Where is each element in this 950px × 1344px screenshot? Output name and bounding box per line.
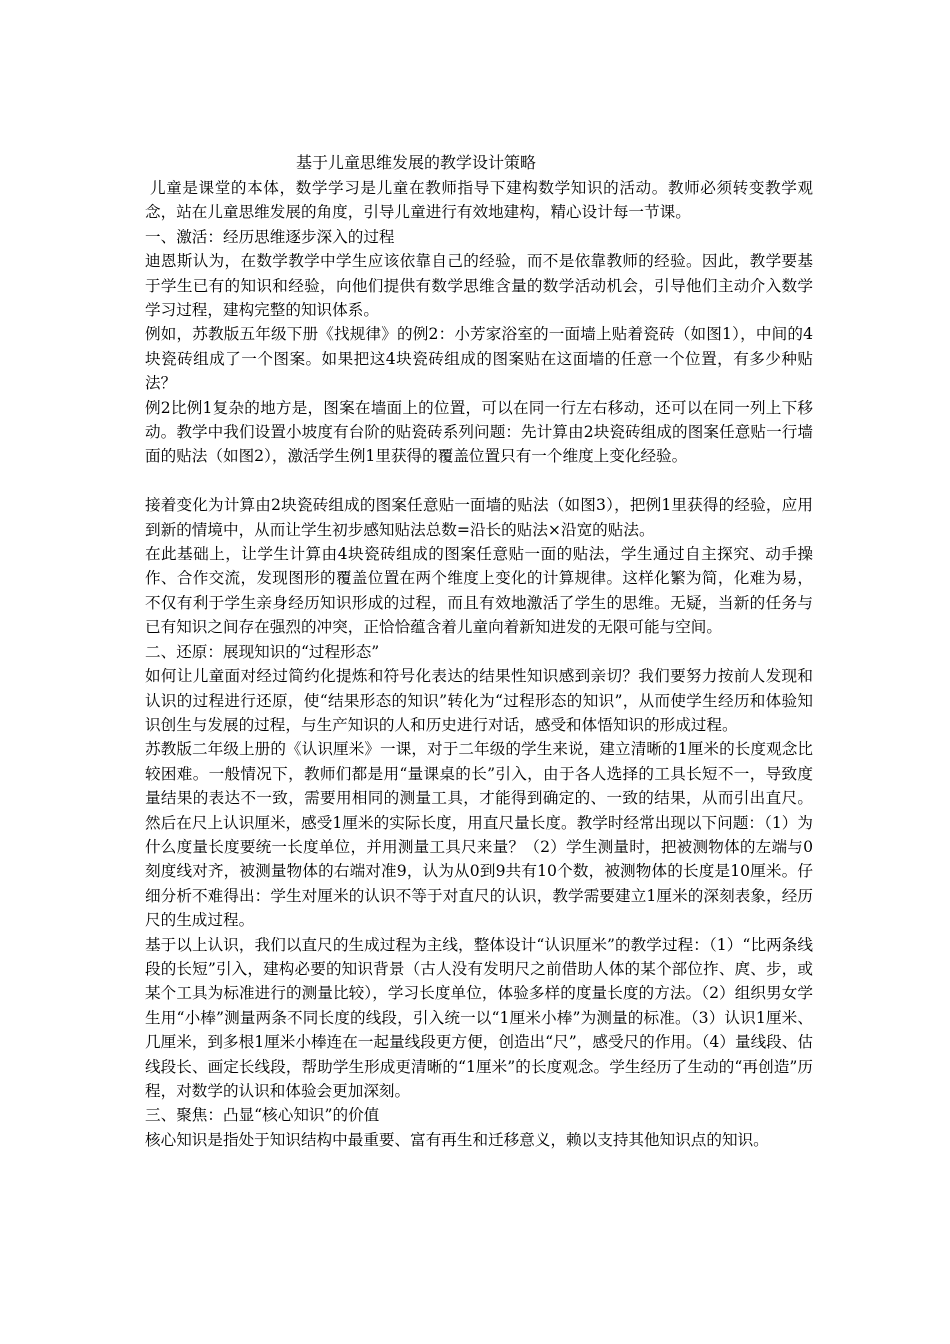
section-heading-3: 三、聚焦：凸显“核心知识”的价值 bbox=[145, 1106, 380, 1125]
body-paragraph: 例2比例1复杂的地方是，图案在墙面上的位置，可以在同一行左右移动，还可以在同一列上下移动。教学中我们设置小坡度有台阶的贴瓷砖系列问题：先计算由2块瓷砖组成的图案任意贴一行墙面的贴法（如图2），激活学生例1里获得的覆盖位置只有一个维度上变化经验。 bbox=[145, 398, 813, 466]
body-paragraph: 在此基础上，让学生计算由4块瓷砖组成的图案任意贴一面的贴法，学生通过自主探究、动手操作、合作交流，发现图形的覆盖位置在两个维度上变化的计算规律。这样化繁为简，化难为易，不仅有利于学生亲身经历知识形成的过程，而且有效地激活了学生的思维。无疑，当新的任务与已有知识之间存在强烈的冲突，正恰恰蕴含着儿童向着新知进发的无限可能与空间。 bbox=[145, 545, 813, 637]
body-paragraph: 接着变化为计算由2块瓷砖组成的图案任意贴一面墙的贴法（如图3），把例1里获得的经验，应用到新的情境中，从而让学生初步感知贴法总数=沿长的贴法×沿宽的贴法。 bbox=[145, 496, 813, 539]
body-paragraph: 基于以上认识，我们以直尺的生成过程为主线，整体设计“认识厘米”的教学过程：（1）“比两条线段的长短”引入，建构必要的知识背景（古人没有发明尺之前借助人体的某个部位拃、庹、步，或某个工具为标准进行的测量比较），学习长度单位，体验多样的度量长度的方法。（2）组织男女学生用“小棒”测量两条不同长度的线段，引入统一以“1厘米小棒”为测量的标准。（3）认识1厘米、几厘米，到多根1厘米小棒连在一起量线段更方便，创造出“尺”，感受尺的作用。（4）量线段、估线段长、画定长线段，帮助学生形成更清晰的“1厘米”的长度观念。学生经历了生动的“再创造”历程，对数学的认识和体验会更加深刻。 bbox=[145, 935, 813, 1101]
document-title: 基于儿童思维发展的教学设计策略 bbox=[296, 153, 537, 172]
body-paragraph: 核心知识是指处于知识结构中最重要、富有再生和迁移意义，赖以支持其他知识点的知识。 bbox=[145, 1130, 769, 1149]
section-heading-2: 二、还原：展现知识的“过程形态” bbox=[145, 642, 380, 661]
intro-paragraph: 儿童是课堂的本体，数学学习是儿童在教师指导下建构数学知识的活动。教师必须转变教学观念，站在儿童思维发展的角度，引导儿童进行有效地建构，精心设计每一节课。 bbox=[145, 179, 813, 222]
body-paragraph: 例如，苏教版五年级下册《找规律》的例2：小芳家浴室的一面墙上贴着瓷砖（如图1），中间的4块瓷砖组成了一个图案。如果把这4块瓷砖组成的图案贴在这面墙的任意一个位置，有多少种贴法？ bbox=[145, 325, 813, 393]
body-paragraph: 如何让儿童面对经过简约化提炼和符号化表达的结果性知识感到亲切？我们要努力按前人发现和认识的过程进行还原，使“结果形态的知识”转化为“过程形态的知识”，从而使学生经历和体验知识创生与发展的过程，与生产知识的人和历史进行对话，感受和体悟知识的形成过程。 bbox=[145, 667, 813, 734]
blank-line bbox=[145, 469, 813, 493]
body-paragraph: 迪恩斯认为，在数学教学中学生应该依靠自己的经验，而不是依靠教师的经验。因此，教学要基于学生已有的知识和经验，向他们提供有数学思维含量的数学活动机会，引导他们主动介入数学学习过程，建构完整的知识体系。 bbox=[145, 252, 813, 320]
body-paragraph: 苏教版二年级上册的《认识厘米》一课，对于二年级的学生来说，建立清晰的1厘米的长度观念比较困难。一般情况下，教师们都是用“量课桌的长”引入，由于各人选择的工具长短不一，导致度量结果的表达不一致，需要用相同的测量工具，才能得到确定的、一致的结果，从而引出直尺。然后在尺上认识厘米，感受1厘米的实际长度，用直尺量长度。教学时经常出现以下问题：（1）为什么度量长度要统一长度单位，并用测量工具尺来量？（2）学生测量时，把被测物体的左端与0刻度线对齐，被测量物体的右端对准9，认为从0到9共有10个数，被测物体的长度是10厘米。仔细分析不难得出：学生对厘米的认识不等于对直尺的认识，教学需要建立1厘米的深刻表象，经历尺的生成过程。 bbox=[145, 740, 813, 930]
document-body bbox=[145, 176, 813, 1152]
section-heading-1: 一、激活：经历思维逐步深入的过程 bbox=[145, 227, 395, 246]
